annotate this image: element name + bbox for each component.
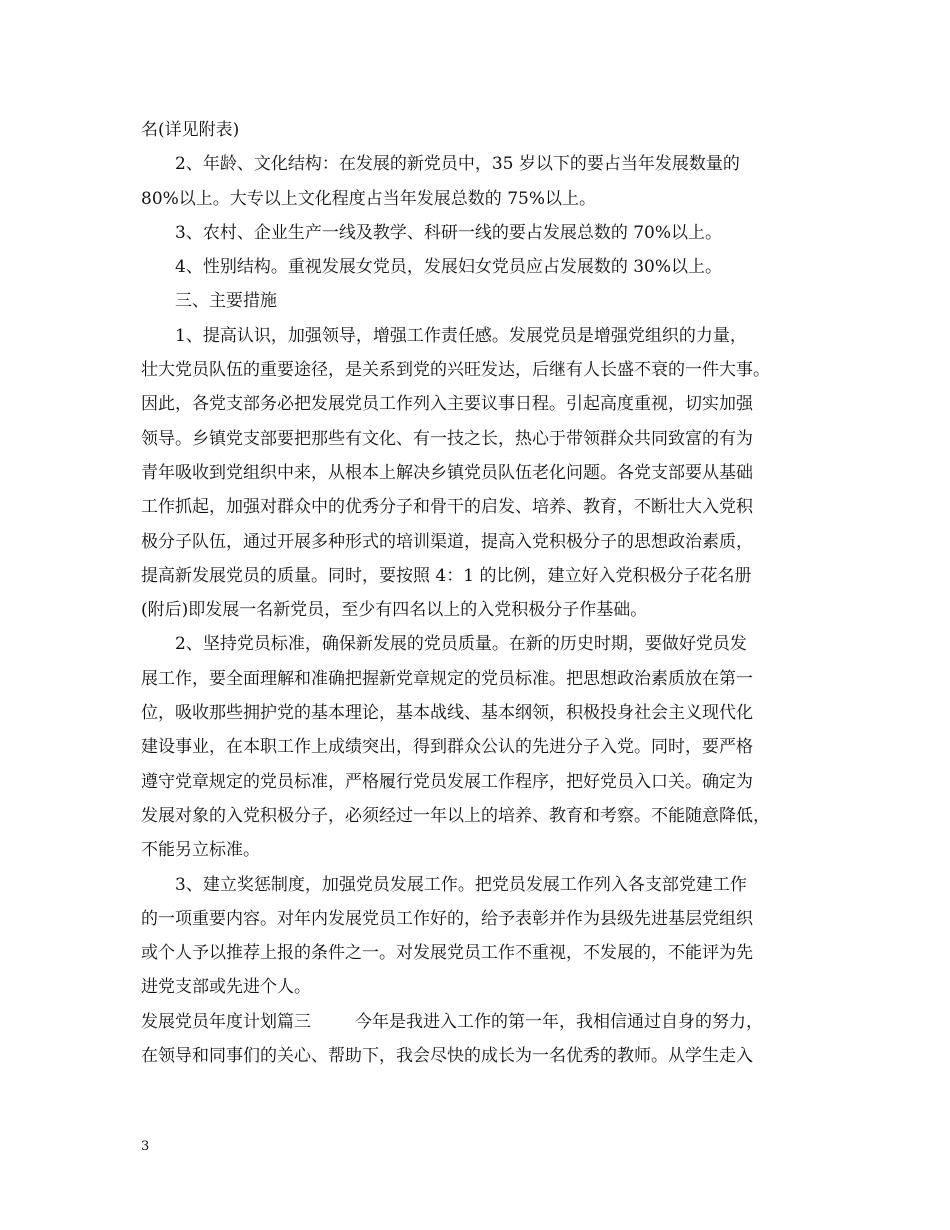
text-line: 青年吸收到党组织中来，从根本上解决乡镇党员队伍老化问题。各党支部要从基础 <box>141 462 753 483</box>
text-line: 3、建立奖惩制度，加强党员发展工作。把党员发展工作列入各支部党建工作 <box>175 874 747 895</box>
text-line: 位，吸收那些拥护党的基本理论，基本战线、基本纲领，积极投身社会主义现代化 <box>141 703 753 724</box>
text-line: 建设事业，在本职工作上成绩突出，得到群众公认的先进分子入党。同时，要严格 <box>141 737 753 758</box>
text-line: 进党支部或先进个人。 <box>141 977 311 998</box>
text-line: 4、性别结构。重视发展女党员，发展妇女党员应占发展数的 30%以上。 <box>175 257 723 278</box>
text-line: 3、农村、企业生产一线及教学、科研一线的要占发展总数的 70%以上。 <box>175 222 723 243</box>
text-line: 提高新发展党员的质量。同时，要按照 4：1 的比例，建立好入党积极分子花名册 <box>141 565 752 586</box>
text-line: 极分子队伍，通过开展多种形式的培训渠道，提高入党积极分子的思想政治素质， <box>141 531 753 552</box>
section-title: 发展党员年度计划篇三 <box>141 1011 311 1032</box>
text-line: 因此，各党支部务必把发展党员工作列入主要议事日程。引起高度重视，切实加强 <box>141 394 753 415</box>
text-line: 发展对象的入党积极分子，必须经过一年以上的培养、教育和考察。不能随意降低， <box>141 805 770 826</box>
text-line: 或个人予以推荐上报的条件之一。对发展党员工作不重视，不发展的，不能评为先 <box>141 943 753 964</box>
section-title-line <box>141 1005 821 1039</box>
text-line: 2、年龄、文化结构：在发展的新党员中，35 岁以下的要占当年发展数量的 <box>175 154 740 175</box>
text-line: 1、提高认识，加强领导，增强工作责任感。发展党员是增强党组织的力量， <box>175 325 747 346</box>
text-line: (附后)即发展一名新党员，至少有四名以上的入党积极分子作基础。 <box>141 600 648 621</box>
text-line: 壮大党员队伍的重要途径，是关系到党的兴旺发达，后继有人长盛不衰的一件大事。 <box>141 360 770 381</box>
text-line: 不能另立标准。 <box>141 840 260 861</box>
text-line: 领导。乡镇党支部要把那些有文化、有一技之长，热心于带领群众共同致富的有为 <box>141 428 753 449</box>
page-number: 3 <box>141 1139 150 1154</box>
text-line: 2、坚持党员标准，确保新发展的党员质量。在新的历史时期，要做好党员发 <box>175 634 747 655</box>
text-line: 遵守党章规定的党员标准，严格履行党员发展工作程序，把好党员入口关。确定为 <box>141 771 753 792</box>
text-line: 在领导和同事们的关心、帮助下，我会尽快的成长为一名优秀的教师。从学生走入 <box>141 1046 753 1067</box>
document-body <box>141 113 821 1073</box>
text-line: 展工作，要全面理解和准确把握新党章规定的党员标准。把思想政治素质放在第一 <box>141 668 753 689</box>
section-first-sentence: 今年是我进入工作的第一年，我相信通过自身的努力， <box>355 1011 763 1032</box>
text-line: 工作抓起，加强对群众中的优秀分子和骨干的启发、培养、教育，不断壮大入党积 <box>141 497 753 518</box>
text-line: 80%以上。大专以上文化程度占当年发展总数的 75%以上。 <box>141 188 596 209</box>
text-line: 的一项重要内容。对年内发展党员工作好的，给予表彰并作为县级先进基层党组织 <box>141 908 753 929</box>
section-heading-line: 三、主要措施 <box>175 291 277 312</box>
text-line: 名(详见附表) <box>141 120 240 140</box>
